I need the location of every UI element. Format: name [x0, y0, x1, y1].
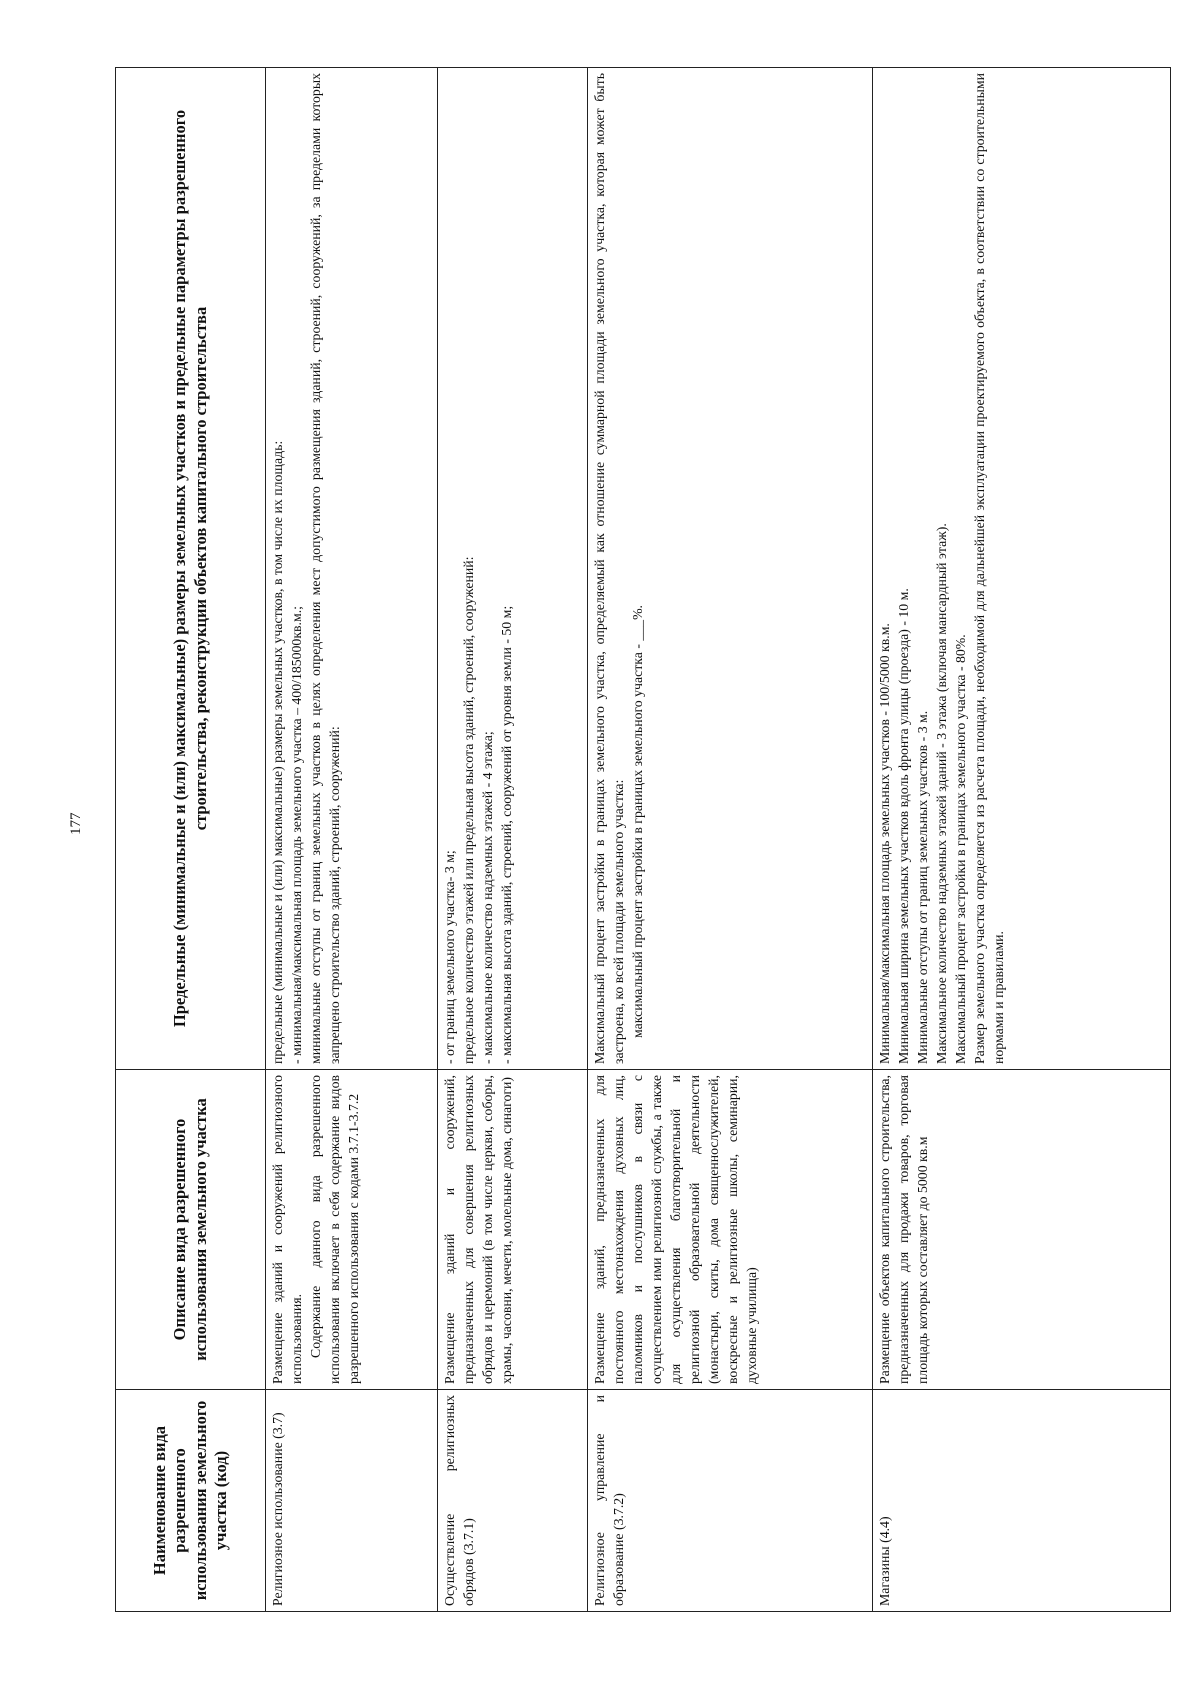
param-line: максимальный процент застройки в границах земельного участка - ___%. — [630, 604, 646, 1038]
table-row — [873, 68, 1171, 1612]
description-line: Размещение объектов капитального строительства, предназначенных для продажи товаров, торговая площадь которых составляет до 5000 кв.м — [877, 1075, 931, 1384]
param-line: минимальные отступы от границ земельных участков в целях определения мест допустимого размещения зданий, строений, сооружений, за пределами которых запрещено строительство зданий, строений, сооружений: — [308, 73, 343, 1064]
row-name: Религиозное использование (3.7) — [266, 1390, 438, 1612]
param-line: - от границ земельного участка- 3 м; — [442, 850, 457, 1064]
description-line: Размещение зданий и сооружений, предназначенных для совершения религиозных обрядов и церемоний (в том числе церкви, соборы, храмы, часовни, мечети, молельные дома, синагоги) — [442, 1075, 515, 1384]
row-description — [438, 1070, 588, 1390]
param-line: Минимальная ширина земельных участков вдоль фронта улицы (проезда) - 10 м. — [896, 588, 912, 1064]
description-line: Размещение зданий, предназначенных для постоянного местонахождения духовных лиц, паломников и послушников в связи с осуществлением ими религиозной службы, а также для осуществления благотворительной и религиозной образовательной деятельности (монастыри, скиты, дома священнослужителей, воскресные и религиозные школы, семинарии, духовные училища) — [592, 1075, 760, 1384]
param-line: Размер земельного участка определяется из расчета площади, необходимой для дальнейшей эксплуатации проектируемого объекта, в соответствии со строительными нормами и правилами. — [972, 73, 1007, 1064]
param-line: - максимальная высота зданий, строений, сооружений от уровня земли - 50 м; — [499, 605, 515, 1064]
row-params — [266, 68, 438, 1070]
row-description — [588, 1070, 873, 1390]
header-name: Наименование вида разрешенного использования земельного участка (код) — [116, 1390, 266, 1612]
param-line: - максимальное количество надземных этажей - 4 этажа; — [480, 731, 496, 1064]
header-params: Предельные (минимальные и (или) максимальные) размеры земельных участков и предельные параметры разрешенного строительства, реконструкции объектов капитального строительства — [116, 68, 266, 1070]
param-line: Минимальные отступы от границ земельных участков - 3 м. — [915, 710, 931, 1064]
row-name: Осуществление религиозных обрядов (3.7.1) — [438, 1390, 588, 1612]
row-name: Магазины (4.4) — [873, 1390, 1171, 1612]
table-row — [588, 68, 873, 1612]
document-sheet — [115, 67, 1171, 1612]
row-description — [266, 1070, 438, 1390]
land-use-table — [115, 67, 1171, 1612]
description-line: Размещение зданий и сооружений религиозного использования. — [270, 1075, 305, 1384]
param-line: Минимальная/максимальная площадь земельных участков - 100/5000 кв.м. — [877, 623, 892, 1064]
param-line: Максимальный процент застройки в границах земельного участка - 80%. — [953, 634, 969, 1064]
param-line: - минимальная/максимальная площадь земельного участка – 400/185000кв.м.; — [289, 605, 305, 1064]
param-line: предельные (минимальные и (или) максимальные) размеры земельных участков, в том числе их площадь: — [270, 440, 285, 1064]
header-description: Описание вида разрешенного использования земельного участка — [116, 1070, 266, 1390]
table-header-row — [116, 68, 266, 1612]
param-line: Максимальное количество надземных этажей зданий - 3 этажа (включая мансардный этаж). — [934, 523, 950, 1064]
row-description — [873, 1070, 1171, 1390]
param-line: Максимальный процент застройки в границах земельного участка, определяемый как отношение суммарной площади земельного участка, которая может быть застроена, ко всей площади земельного участка: — [592, 73, 627, 1064]
table-row — [438, 68, 588, 1612]
row-params — [873, 68, 1171, 1070]
row-params — [438, 68, 588, 1070]
page-number: 177 — [68, 812, 84, 835]
table-row — [266, 68, 438, 1612]
row-name: Религиозное управление и образование (3.7.2) — [588, 1390, 873, 1612]
param-line: предельное количество этажей или предельная высота зданий, строений, сооружений: — [461, 556, 477, 1064]
description-line: Содержание данного вида разрешенного использования включает в себя содержание видов разрешенного использования с кодами 3.7.1-3.7.2 — [308, 1075, 362, 1384]
row-params — [588, 68, 873, 1070]
